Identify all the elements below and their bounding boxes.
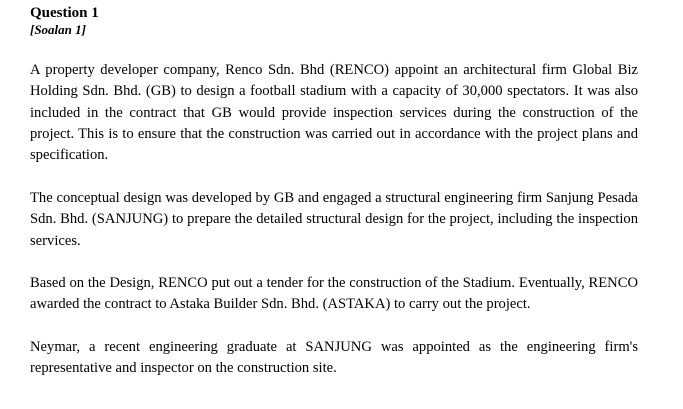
paragraph-project-background: A property developer company, Renco Sdn. Bhd (RENCO) appoint an architectural firm Global Biz Holding Sdn. Bhd. (GB) to design a football stadium with a capacity of 30,000 spectators. It was also included in the contract that GB would provide inspection services during the construction of the project. This is to ensure that the construction was carried out in accordance with the project plans and specification. — [30, 62, 638, 164]
paragraph-inspector-appointment: Neymar, a recent engineering graduate at SANJUNG was appointed as the engineering firm's representative and inspector on the construction site. — [30, 339, 638, 377]
paragraph-conceptual-design: The conceptual design was developed by GB and engaged a structural engineering firm Sanjung Pesada Sdn. Bhd. (SANJUNG) to prepare the detailed structural design for the project, including the inspection services. — [30, 190, 638, 249]
question-title: Question 1 — [30, 5, 99, 21]
paragraph-tender-award: Based on the Design, RENCO put out a tender for the construction of the Stadium. Eventually, RENCO awarded the contract to Astaka Builder Sdn. Bhd. (ASTAKA) to carry out the project. — [30, 275, 638, 313]
question-subtitle: [Soalan 1] — [30, 22, 86, 37]
